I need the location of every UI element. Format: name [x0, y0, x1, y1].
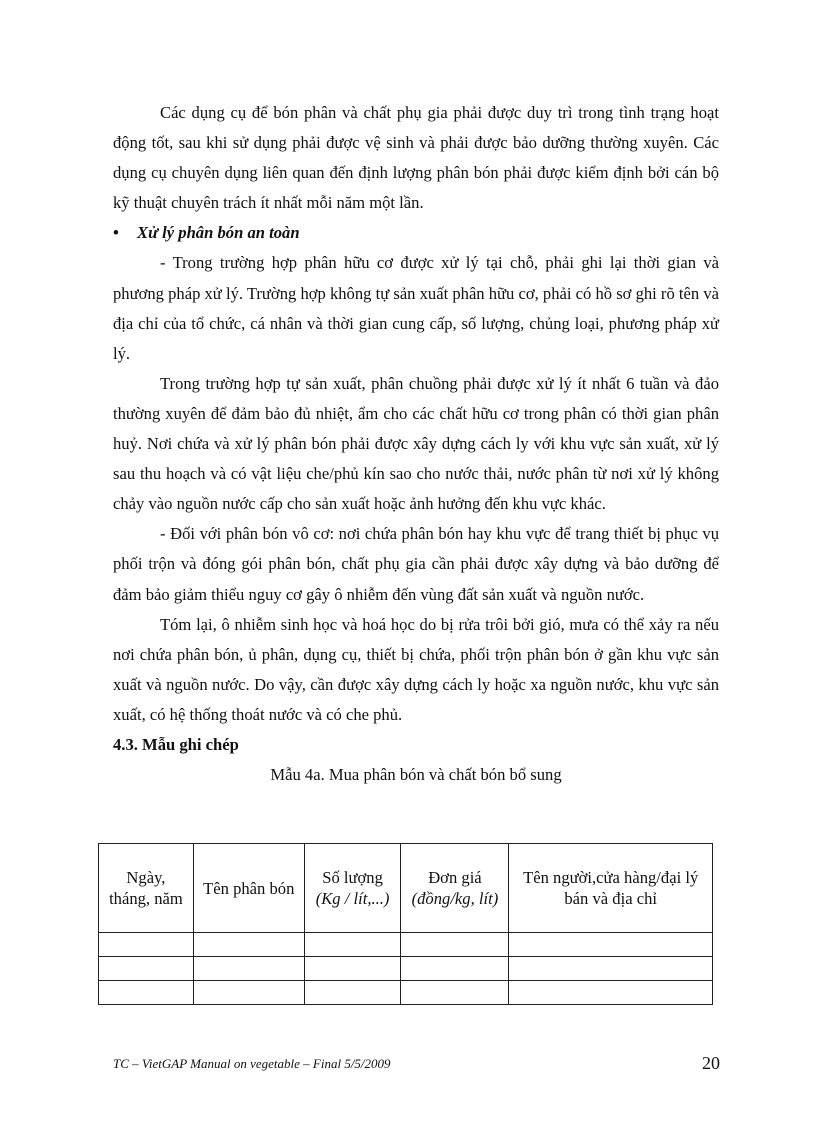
paragraph-self-production: Trong trường hợp tự sản xuất, phân chuồng phải được xử lý ít nhất 6 tuần và đảo thường xuyên để đảm bảo đủ nhiệt, ẩm cho các chất hữu cơ trong phân có thời gian phân huỷ. Nơi chứa và xử lý phân bón phải được xây dựng cách ly với khu vực sản xuất, xử lý sau thu hoạch và có vật liệu che/phủ kín sao cho nước thải, nước phân từ nơi xử lý không chảy vào nguồn nước cấp cho sản xuất hoặc ảnh hưởng đến khu vực khác. — [113, 373, 719, 514]
paragraph-tools-maintenance: Các dụng cụ để bón phân và chất phụ gia phải được duy trì trong tình trạng hoạt động tốt, sau khi sử dụng phải được vệ sinh và phải được bảo dưỡng thường xuyên. Các dụng cụ chuyên dụng liên quan đến định lượng phân bón phải được kiểm định bởi cán bộ kỹ thuật chuyên trách ít nhất mỗi năm một lần. — [113, 103, 719, 213]
bullet-heading-text: Xử lý phân bón an toàn — [137, 223, 300, 243]
bullet-icon: • — [113, 223, 119, 243]
footer-document-title: TC – VietGAP Manual on vegetable – Final 5/5/2009 — [113, 1056, 391, 1071]
header-fertilizer-name: Tên phân bón — [193, 844, 304, 933]
record-form-table — [98, 843, 713, 1005]
header-date: Ngày, tháng, năm — [99, 844, 194, 933]
table-header-row — [99, 844, 713, 933]
table-cell[interactable] — [304, 981, 401, 1005]
table-body — [99, 933, 713, 1005]
page-number: 20 — [702, 1053, 720, 1073]
header-quantity-title: Số lượng — [322, 868, 383, 887]
table-cell[interactable] — [99, 933, 194, 957]
header-seller: Tên người,cửa hàng/đại lý bán và địa chỉ — [509, 844, 713, 933]
table-cell[interactable] — [401, 957, 509, 981]
table-cell[interactable] — [509, 957, 713, 981]
page-body — [113, 98, 719, 790]
table-cell[interactable] — [99, 981, 194, 1005]
paragraph-inorganic-fertilizer: - Đối với phân bón vô cơ: nơi chứa phân bón hay khu vực để trang thiết bị phục vụ phối trộn và đóng gói phân bón, chất phụ gia cần phải được xây dựng và bảo dưỡng để đảm bảo giảm thiểu nguy cơ gây ô nhiễm đến vùng đất sản xuất và nguồn nước. — [113, 524, 719, 604]
table-cell[interactable] — [193, 981, 304, 1005]
table-cell[interactable] — [193, 933, 304, 957]
header-unit-price-unit: (đồng/kg, lít) — [411, 889, 499, 908]
table-cell[interactable] — [304, 957, 401, 981]
table-cell[interactable] — [401, 933, 509, 957]
table-row — [99, 981, 713, 1005]
table-cell[interactable] — [401, 981, 509, 1005]
paragraph-organic-fertilizer: - Trong trường hợp phân hữu cơ được xử lý tại chỗ, phải ghi lại thời gian và phương pháp xử lý. Trường hợp không tự sản xuất phân hữu cơ, phải có hồ sơ ghi rõ tên và địa chỉ của tổ chức, cá nhân và thời gian cung cấp, số lượng, chủng loại, phương pháp xử lý. — [113, 253, 719, 363]
section-heading: 4.3. Mẫu ghi chép — [113, 734, 239, 754]
table-cell[interactable] — [509, 933, 713, 957]
table-cell[interactable] — [304, 933, 401, 957]
table-row — [99, 957, 713, 981]
header-quantity — [304, 844, 401, 933]
bullet-heading — [113, 218, 719, 248]
table-row — [99, 933, 713, 957]
paragraph-summary: Tóm lại, ô nhiễm sinh học và hoá học do bị rửa trôi bởi gió, mưa có thể xảy ra nếu nơi chứa phân bón, ủ phân, dụng cụ, thiết bị chứa, phối trộn phân bón ở gần khu vực sản xuất và nguồn nước. Do vậy, cần được xây dựng cách ly hoặc xa nguồn nước, khu vực sản xuất, có hệ thống thoát nước và có che phủ. — [113, 614, 719, 724]
header-unit-price-title: Đơn giá — [428, 868, 482, 887]
header-unit-price — [401, 844, 509, 933]
table-cell[interactable] — [99, 957, 194, 981]
form-caption: Mẫu 4a. Mua phân bón và chất bón bổ sung — [270, 765, 562, 785]
table-cell[interactable] — [193, 957, 304, 981]
header-quantity-unit: (Kg / lít,...) — [315, 889, 390, 908]
table-cell[interactable] — [509, 981, 713, 1005]
